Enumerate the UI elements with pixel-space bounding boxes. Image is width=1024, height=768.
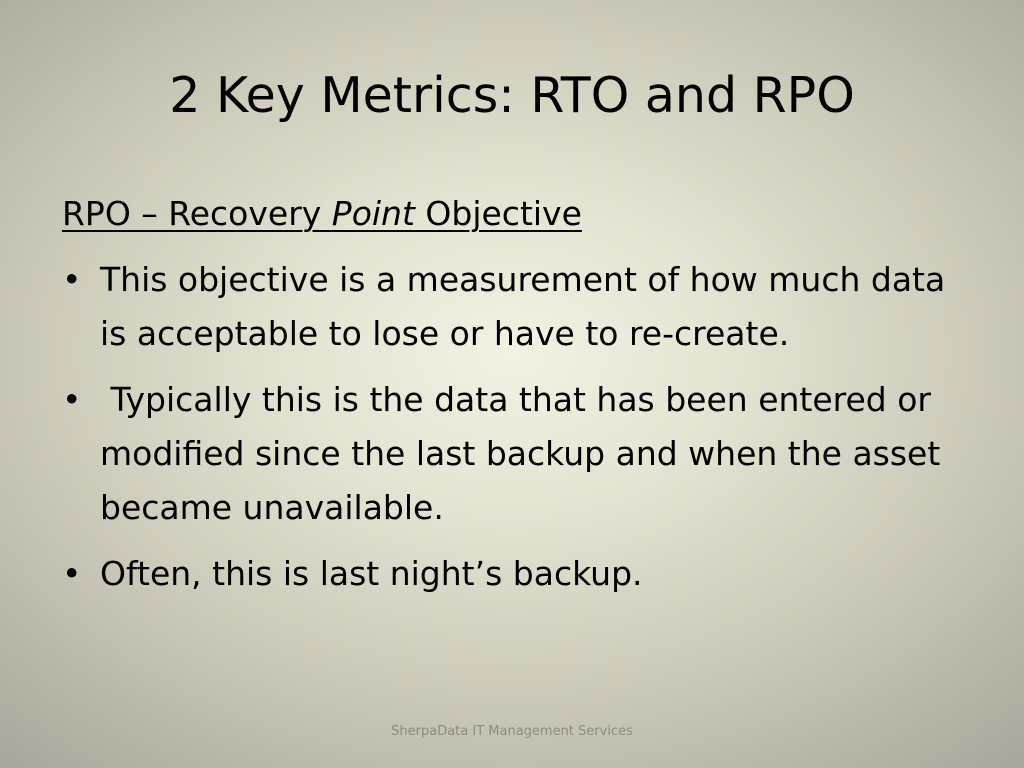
bullet-text: Typically this is the data that has been entered or modified since the last backup and when the asset became unavailable. xyxy=(100,380,951,527)
bullet-icon: • xyxy=(62,260,82,299)
subheading-prefix: RPO – Recovery xyxy=(62,194,332,233)
bullet-text: Often, this is last night’s backup. xyxy=(100,554,643,593)
bullet-icon: • xyxy=(62,380,82,419)
bullet-item xyxy=(62,253,962,361)
subheading-suffix: Objective xyxy=(414,194,582,233)
rpo-subheading xyxy=(62,190,582,238)
bullet-text: This objective is a measurement of how much data is acceptable to lose or have to re-create. xyxy=(100,260,946,353)
bullet-item xyxy=(62,373,962,535)
bullet-item xyxy=(62,547,962,601)
bullet-list xyxy=(62,253,962,613)
slide-title: 2 Key Metrics: RTO and RPO xyxy=(169,67,855,124)
bullet-icon: • xyxy=(62,554,82,593)
slide-footer: SherpaData IT Management Services xyxy=(391,724,633,739)
subheading-italic-word: Point xyxy=(331,194,415,233)
